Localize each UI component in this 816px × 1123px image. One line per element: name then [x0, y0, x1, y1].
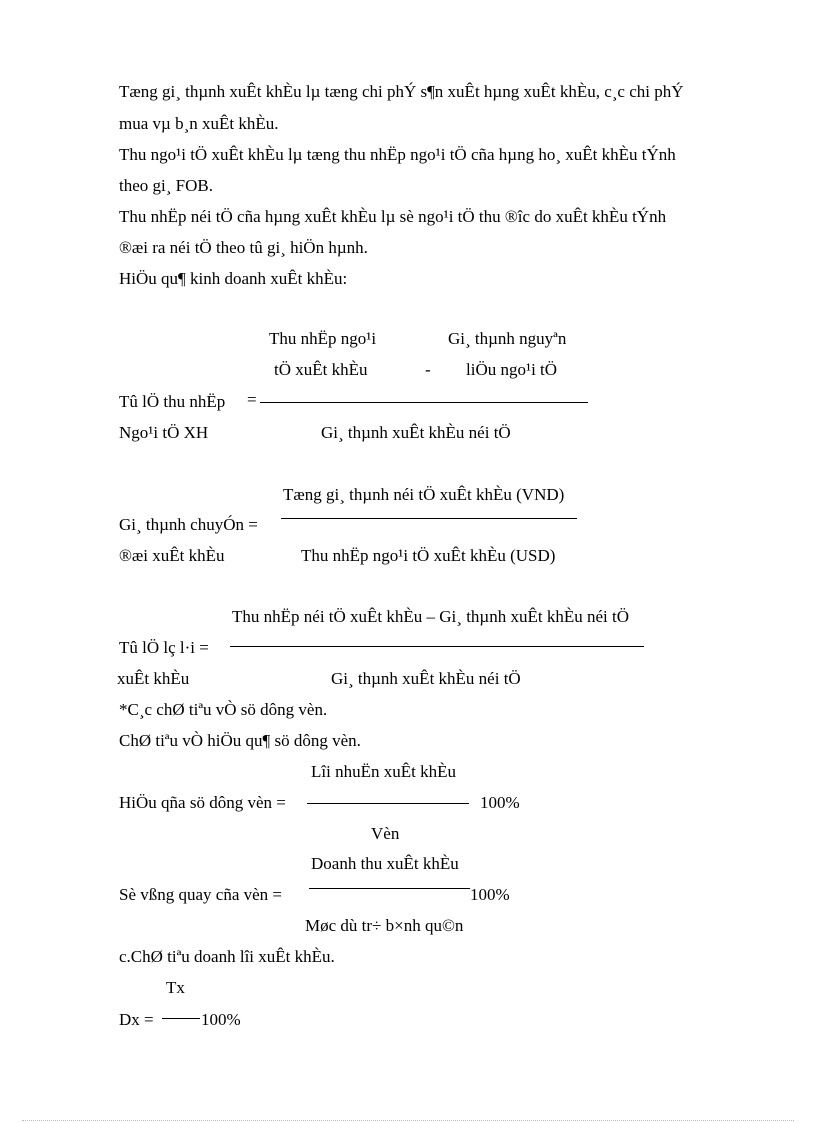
formula2-fraction-bar [281, 518, 577, 519]
formula3-denominator: Gi¸ thµnh xuÊt khÈu néi tÖ [331, 669, 521, 688]
formula2-denominator: Thu nhËp ngo¹i tÖ xuÊt khÈu (USD) [301, 546, 556, 565]
formula1-numerator-a2: tÖ xuÊt khÈu [274, 360, 368, 379]
formula1-equals: = [247, 390, 257, 409]
formula4-lhs: HiÖu qña sö dông vèn = [119, 793, 286, 812]
formula1-numerator-a1: Thu nhËp ngo¹i [269, 329, 377, 348]
section-heading-c: c.ChØ tiªu doanh lîi xuÊt khÈu. [119, 947, 335, 966]
formula5-fraction-bar [309, 888, 470, 889]
formula6-numerator: Tx [166, 978, 185, 997]
section-line: ChØ tiªu vÒ hiÖu qu¶ sö dông vèn. [119, 731, 361, 750]
paragraph-line: Thu nhËp néi tÖ cña hµng xuÊt khÈu lµ sè ngo¹i tÖ thu ®îc do xuÊt khÈu tÝnh [119, 207, 667, 226]
formula5-numerator: Doanh thu xuÊt khÈu [311, 854, 459, 873]
formula5-percent: 100% [470, 885, 510, 904]
formula4-fraction-bar [307, 803, 469, 804]
paragraph-line: mua vµ b¸n xuÊt khÈu. [119, 114, 279, 133]
formula6-percent: 100% [201, 1010, 241, 1029]
formula1-denominator: Gi¸ thµnh xuÊt khÈu néi tÖ [321, 423, 511, 442]
formula4-numerator: Lîi nhuËn xuÊt khÈu [311, 762, 456, 781]
formula2-lhs-line2: ®æi xuÊt khÈu [119, 546, 225, 565]
formula1-numerator-b2: liÖu ngo¹i tÖ [466, 360, 558, 379]
formula3-lhs-line2: xuÊt khÈu [117, 669, 190, 688]
formula3-fraction-bar [230, 646, 644, 647]
formula1-minus: - [425, 360, 431, 379]
formula1-numerator-b1: Gi¸ thµnh nguyªn [448, 329, 567, 348]
formula6-lhs: Dx = [119, 1010, 154, 1029]
formula1-fraction-bar [260, 402, 588, 403]
formula2-lhs-line1: Gi¸ thµnh chuyÓn = [119, 515, 258, 534]
paragraph-line: ®æi ra néi tÖ theo tû gi¸ hiÖn hµnh. [119, 238, 368, 257]
formula1-lhs-line1: Tû lÖ thu nhËp [119, 392, 226, 411]
formula5-denominator: Møc dù tr÷ b×nh qu©n [305, 916, 464, 935]
formula3-lhs-line1: Tû lÖ lç l·i = [119, 638, 209, 657]
paragraph-line: Thu ngo¹i tÖ xuÊt khÈu lµ tæng thu nhËp ngo¹i tÖ cña hµng ho¸ xuÊt khÈu tÝnh [119, 145, 676, 164]
page-bottom-border [22, 1120, 794, 1121]
section-line: *C¸c chØ tiªu vÒ sö dông vèn. [119, 700, 328, 719]
formula2-numerator: Tæng gi¸ thµnh néi tÖ xuÊt khÈu (VND) [283, 485, 565, 504]
formula4-percent: 100% [480, 793, 520, 812]
formula5-lhs: Sè vßng quay cña vèn = [119, 885, 283, 904]
formula6-fraction-bar [162, 1018, 200, 1019]
paragraph-line: Tæng gi¸ thµnh xuÊt khÈu lµ tæng chi phÝ s¶n xuÊt hµng xuÊt khÈu, c¸c chi phÝ [119, 82, 684, 101]
formula1-lhs-line2: Ngo¹i tÖ XH [119, 423, 209, 442]
formula4-denominator: Vèn [371, 824, 400, 843]
formula3-numerator: Thu nhËp néi tÖ xuÊt khÈu – Gi¸ thµnh xuÊt khÈu néi tÖ [232, 607, 629, 626]
paragraph-line: theo gi¸ FOB. [119, 176, 213, 195]
paragraph-line: HiÖu qu¶ kinh doanh xuÊt khÈu: [119, 269, 348, 288]
